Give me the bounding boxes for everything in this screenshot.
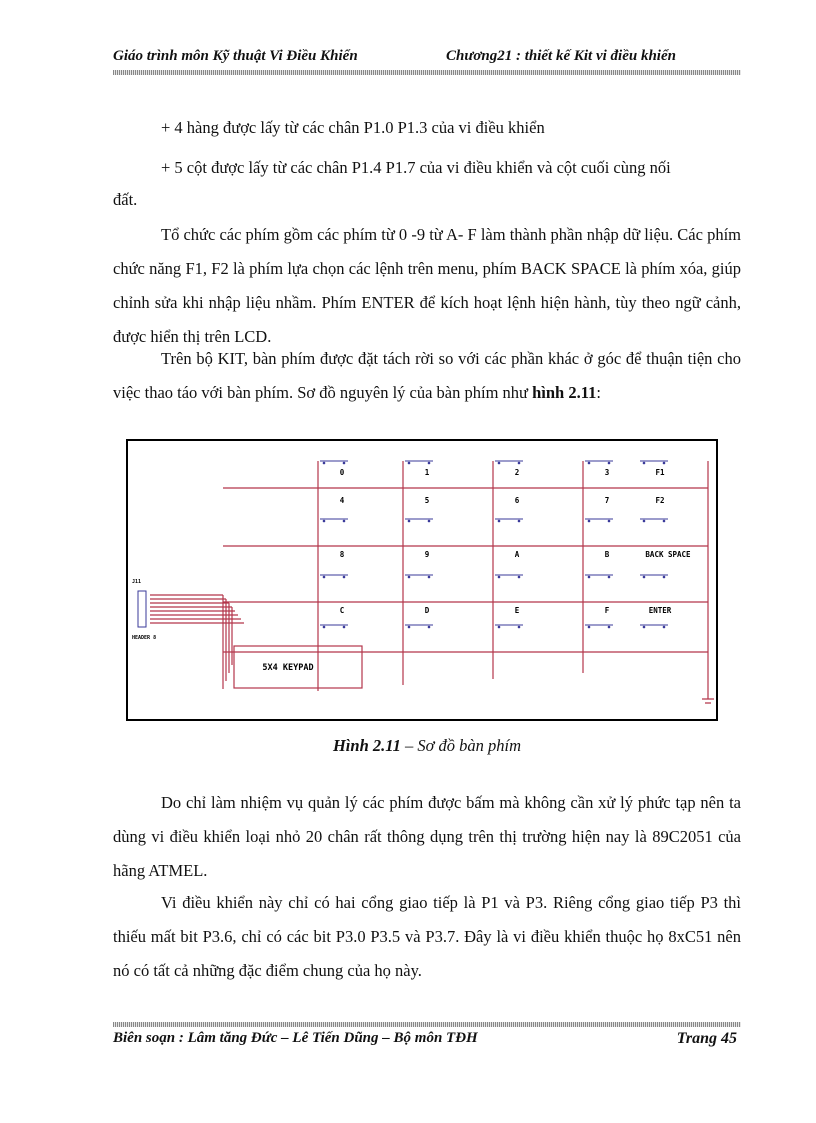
switch-pin-b-10 — [343, 576, 346, 579]
switch-pin-a-4 — [643, 462, 646, 465]
key-label-3: 3 — [604, 468, 610, 477]
switch-pin-b-17 — [518, 626, 521, 629]
switch-pin-a-0 — [323, 462, 326, 465]
switch-pin-a-15 — [323, 626, 326, 629]
header-course-title: Giáo trình môn Kỹ thuật Vi Điều Khiển — [113, 48, 358, 64]
switch-pin-b-12 — [518, 576, 521, 579]
switch-pin-b-16 — [428, 626, 431, 629]
footer-authors: Biên soạn : Lâm tăng Đức – Lê Tiến Dũng – Bộ môn TĐH — [113, 1030, 478, 1046]
switch-pin-b-6 — [428, 520, 431, 523]
paragraph-mcu-choice: Do chỉ làm nhiệm vụ quản lý các phím được bấm mà không cần xử lý phức tạp nên ta dùng vi điều khiển loại nhỏ 20 chân rất thông dụng trên thị trường hiện nay là 89C2051 của hãng ATMEL. — [113, 793, 741, 880]
key-label-6: 5 — [424, 496, 430, 505]
switch-pin-a-7 — [498, 520, 501, 523]
paragraph-key-layout: Tổ chức các phím gồm các phím từ 0 -9 từ A- F làm thành phần nhập dữ liệu. Các phím chức năng F1, F2 là phím lựa chọn các lệnh trên menu, phím BACK SPACE là phím xóa, giúp chỉnh sửa khi nhập liệu nhầm. Phím ENTER để kích hoạt lệnh hiện hành, tùy theo ngữ cảnh, được hiển thị trên LCD. — [113, 225, 741, 346]
switch-pin-a-8 — [588, 520, 591, 523]
switch-pin-a-18 — [588, 626, 591, 629]
keypad-schematic — [128, 441, 716, 719]
key-label-15: C — [339, 606, 345, 615]
key-label-4: F1 — [655, 468, 665, 477]
paragraph-mcu-ports: Vi điều khiển này chỉ có hai cổng giao tiếp là P1 và P3. Riêng cổng giao tiếp P3 thì thiếu mất bit P3.6, chỉ có các bit P3.0 P3.5 và P3.7. Đây là vi điều khiển thuộc họ 8xC51 nên nó có tất cả những đặc điểm chung của họ này. — [113, 893, 741, 980]
switch-pin-b-15 — [343, 626, 346, 629]
switch-pin-a-2 — [498, 462, 501, 465]
switch-pin-b-3 — [608, 462, 611, 465]
key-label-10: 8 — [339, 550, 345, 559]
switch-pin-a-9 — [643, 520, 646, 523]
switch-pin-b-7 — [518, 520, 521, 523]
switch-pin-a-16 — [408, 626, 411, 629]
switch-pin-b-5 — [343, 520, 346, 523]
switch-pin-a-13 — [588, 576, 591, 579]
keypad-schematic-figure — [126, 439, 718, 721]
switch-pin-b-4 — [663, 462, 666, 465]
page-number: Trang 45 — [676, 1030, 737, 1047]
key-label-13: B — [604, 550, 610, 559]
switch-pin-a-5 — [323, 520, 326, 523]
keypad-label: 5X4 KEYPAD — [262, 663, 314, 673]
switch-pin-b-1 — [428, 462, 431, 465]
key-label-17: E — [514, 606, 520, 615]
header-rule — [113, 70, 741, 75]
page-header — [113, 48, 741, 70]
switch-pin-a-19 — [643, 626, 646, 629]
switch-pin-b-0 — [343, 462, 346, 465]
switch-pin-b-19 — [663, 626, 666, 629]
switch-pin-b-8 — [608, 520, 611, 523]
key-label-1: 1 — [424, 468, 430, 477]
switch-pin-a-12 — [498, 576, 501, 579]
key-label-14: BACK SPACE — [645, 550, 691, 559]
ground-symbol — [702, 699, 714, 703]
key-label-18: F — [604, 606, 610, 615]
page-footer — [113, 1030, 741, 1052]
switch-pin-a-3 — [588, 462, 591, 465]
switch-pin-b-14 — [663, 576, 666, 579]
key-label-0: 0 — [339, 468, 345, 477]
switch-pin-a-11 — [408, 576, 411, 579]
switch-pin-b-9 — [663, 520, 666, 523]
key-label-16: D — [424, 606, 430, 615]
key-label-5: 4 — [339, 496, 345, 505]
key-label-2: 2 — [514, 468, 520, 477]
header-connector — [138, 591, 146, 627]
header-chapter-title: Chương21 : thiết kế Kit vi điều khiển — [446, 48, 676, 64]
key-label-8: 7 — [604, 496, 610, 505]
switch-pin-a-6 — [408, 520, 411, 523]
switch-pin-b-11 — [428, 576, 431, 579]
switch-pin-a-17 — [498, 626, 501, 629]
bullet-columns: + 5 cột được lấy từ các chân P1.4 P1.7 của vi điều khiển và cột cuối cùng nối — [161, 158, 671, 177]
figure-caption: Hình 2.11 – Sơ đồ bàn phím — [332, 736, 522, 755]
key-label-9: F2 — [655, 496, 665, 505]
switch-pin-b-13 — [608, 576, 611, 579]
key-label-11: 9 — [424, 550, 430, 559]
key-label-19: ENTER — [648, 606, 672, 615]
bullet-columns-cont: đất. — [113, 190, 138, 209]
connector-ref: J11 — [132, 579, 142, 585]
footer-rule — [113, 1022, 741, 1027]
figure-reference: hình 2.11 — [532, 383, 597, 402]
switch-pin-a-14 — [643, 576, 646, 579]
bullet-rows: + 4 hàng được lấy từ các chân P1.0 P1.3 của vi điều khiển — [161, 118, 545, 137]
switch-pin-a-1 — [408, 462, 411, 465]
paragraph-kit-placement: Trên bộ KIT, bàn phím được đặt tách rời so với các phần khác ở góc để thuận tiện cho việc thao táo với bàn phím. Sơ đồ nguyên lý của bàn phím như hình 2.11: — [113, 349, 741, 402]
switch-pin-b-18 — [608, 626, 611, 629]
switch-pin-b-2 — [518, 462, 521, 465]
connector-name: HEADER 8 — [132, 635, 157, 641]
switch-pin-a-10 — [323, 576, 326, 579]
key-label-7: 6 — [514, 496, 520, 505]
key-label-12: A — [514, 550, 520, 559]
